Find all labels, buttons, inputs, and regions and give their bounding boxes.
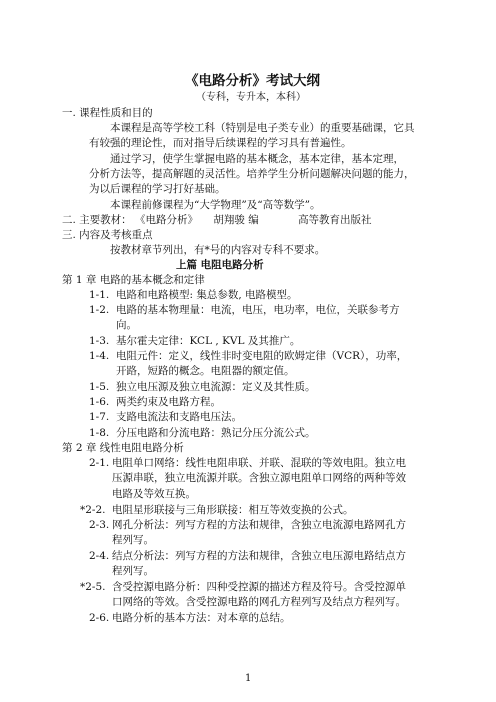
chapter2-item-text-cont: 程列写。 (112, 565, 154, 577)
chapter1-item-text: 分压电路和分流电路：熟记分压分流公式。 (116, 427, 316, 439)
chapter1-item-text: 电路的基本物理量：电流，电压，电功率，电位，关联参考方 (116, 304, 400, 316)
chapter1-item-id: 1-5. (89, 381, 110, 393)
section3-heading: 三. 内容及考核重点 (62, 229, 153, 241)
chapter1-item-text: 基尔霍夫定律：KCL , KVL 及其推广。 (116, 335, 301, 347)
chapter2-item-text-cont: 电路及等效互换。 (112, 488, 196, 500)
chapter1-item-id: 1-6. (89, 396, 110, 408)
textbook-author: 胡翔骏 编 (213, 214, 259, 226)
chapter1-item-id: 1-8. (89, 427, 110, 439)
chapter2-item-id: *2-5. (80, 581, 106, 593)
chapter1-item-text: 两类约束及电路方程。 (116, 396, 221, 408)
chapter2-item-text: 电阻单口网络：线性电阻串联、并联、混联的等效电阻。独立电 (112, 457, 406, 469)
section3-p1: 按教材章节列出，有*号的内容对专科不要求。 (110, 244, 326, 256)
chapter1-item-id: 1-4. (89, 350, 110, 362)
section1-p2-line2: 分析方法等，提高解题的灵活性。培养学生分析问题解决问题的能力， (89, 168, 415, 180)
chapter2-item-text-cont: 压源串联，独立电流源并联。含独立源电阻单口网络的两种等效 (112, 472, 406, 484)
section1-p1-line1: 本课程是高等学校工科（特别是电子类专业）的重要基础课，它具 (110, 122, 415, 134)
chapter2-item-text: 电路分析的基本方法：对本章的总结。 (112, 612, 291, 624)
page-number: 1 (245, 673, 252, 684)
section2-line (62, 213, 372, 227)
section1-heading: 一. 课程性质和目的 (62, 107, 153, 119)
chapter1-item-id: 1-1. (89, 289, 110, 301)
chapter2-item-id: 2-1. (89, 457, 110, 469)
chapter2-item-id: 2-3. (89, 519, 110, 531)
chapter2-item-text: 电阻星形联接与三角形联接：相互等效变换的公式。 (112, 504, 354, 516)
chapter1-item-text: 支路电流法和支路电压法。 (116, 411, 242, 423)
section1-p1-line2: 有较强的理论性，而对指导后续课程的学习具有普遍性。 (89, 137, 352, 149)
chapter1-title: 第 1 章 电路的基本概念和定律 (62, 274, 205, 286)
section2-label: 二. 主要教材： (62, 214, 132, 226)
chapter2-item-text: 网孔分析法：列写方程的方法和规律，含独立电流源电路网孔方 (112, 519, 406, 531)
chapter1-item-id: 1-3. (89, 335, 110, 347)
chapter2-item-text-cont: 程列写。 (112, 534, 154, 546)
chapter2-item-text: 结点分析法：列写方程的方法和规律，含独立电压源电路结点方 (112, 550, 406, 562)
chapter2-item-text: 含受控源电路分析：四种受控源的描述方程及符号。含受控源单 (112, 581, 406, 593)
chapter2-title: 第 2 章 线性电阻电路分析 (62, 442, 184, 454)
textbook-publisher: 高等教育出版社 (298, 214, 372, 226)
chapter1-item-id: 1-7. (89, 411, 110, 423)
chapter1-item-text: 独立电压源及独立电流源：定义及其性质。 (116, 381, 316, 393)
section1-p2-line1: 通过学习，使学生掌握电路的基本概念，基本定律，基本定理， (110, 153, 404, 165)
document-title: 《电路分析》考试大纲 (185, 73, 320, 89)
chapter1-item-text: 电路和电路模型: 集总参数, 电路模型。 (116, 289, 298, 301)
chapter2-item-id: *2-2. (80, 504, 106, 516)
chapter1-item-id: 1-2. (89, 304, 110, 316)
chapter1-item-text: 电阻元件：定义，线性非时变电阻的欧姆定律（VCR），功率， (116, 350, 408, 362)
document-subtitle: （专科，专升本，本科） (196, 92, 306, 103)
chapter2-item-text-cont: 口网络的等效。含受控源电路的网孔方程列写及结点方程列写。 (112, 596, 406, 608)
section1-p2-line3: 为以后课程的学习打好基础。 (89, 183, 226, 195)
chapter2-item-id: 2-6. (89, 612, 110, 624)
chapter1-item-text-cont: 向。 (116, 319, 137, 331)
section1-p3: 本课程前修课程为“大学物理”及“高等数学”。 (110, 199, 321, 211)
part-heading: 上篇 电阻电路分析 (176, 259, 264, 271)
textbook-title: 《电路分析》 (135, 214, 199, 226)
chapter2-item-id: 2-4. (89, 550, 110, 562)
chapter1-item-text-cont: 开路，短路的概念。电阻器的额定值。 (116, 365, 295, 377)
